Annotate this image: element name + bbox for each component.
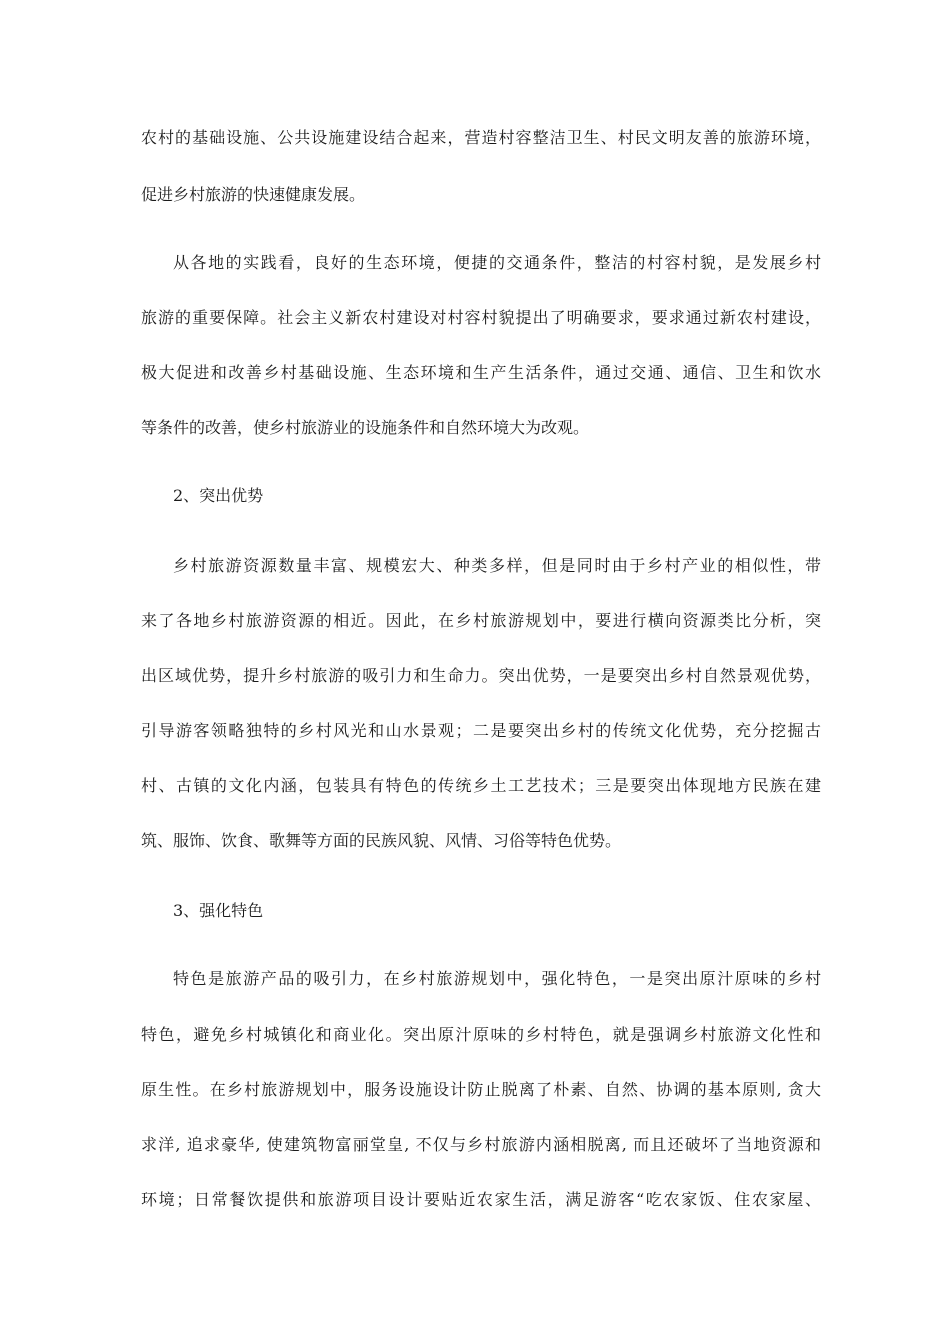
- paragraph-line: 旅游的重要保障。社会主义新农村建设对村容村貌提出了明确要求，要求通过新农村建设，: [141, 308, 821, 327]
- paragraph-line: 农村的基础设施、公共设施建设结合起来，营造村容整洁卫生、村民文明友善的旅游环境，: [141, 128, 821, 147]
- paragraph-line: 促进乡村旅游的快速健康发展。: [141, 185, 366, 204]
- paragraph-line: 来了各地乡村旅游资源的相近。因此，在乡村旅游规划中，要进行横向资源类比分析，突: [141, 611, 821, 630]
- paragraph-line: 出区域优势，提升乡村旅游的吸引力和生命力。突出优势，一是要突出乡村自然景观优势，: [141, 666, 821, 685]
- paragraph-line: 从各地的实践看，良好的生态环境，便捷的交通条件，整洁的村容村貌，是发展乡村: [173, 253, 821, 272]
- paragraph-line: 求洋, 追求豪华, 使建筑物富丽堂皇, 不仅与乡村旅游内涵相脱离, 而且还破坏了当地资源和: [141, 1135, 821, 1154]
- section-heading: 3、强化特色: [173, 901, 264, 920]
- paragraph-line: 村、古镇的文化内涵，包装具有特色的传统乡土工艺技术；三是要突出体现地方民族在建: [141, 776, 821, 795]
- paragraph-line: 特色是旅游产品的吸引力，在乡村旅游规划中，强化特色，一是突出原汁原味的乡村: [173, 969, 821, 988]
- paragraph-line: 极大促进和改善乡村基础设施、生态环境和生产生活条件，通过交通、通信、卫生和饮水: [141, 363, 821, 382]
- paragraph-line: 引导游客领略独特的乡村风光和山水景观；二是要突出乡村的传统文化优势，充分挖掘古: [141, 721, 821, 740]
- paragraph-line: 乡村旅游资源数量丰富、规模宏大、种类多样，但是同时由于乡村产业的相似性，带: [173, 556, 821, 575]
- section-heading: 2、突出优势: [173, 486, 264, 505]
- paragraph-line: 特色，避免乡村城镇化和商业化。突出原汁原味的乡村特色，就是强调乡村旅游文化性和: [141, 1025, 821, 1044]
- paragraph-line: 等条件的改善，使乡村旅游业的设施条件和自然环境大为改观。: [141, 418, 590, 437]
- paragraph-line: 筑、服饰、饮食、歌舞等方面的民族风貌、风情、习俗等特色优势。: [141, 831, 622, 850]
- paragraph-line: 原生性。在乡村旅游规划中，服务设施设计防止脱离了朴素、自然、协调的基本原则, 贪大: [141, 1080, 821, 1099]
- paragraph-line: 环境；日常餐饮提供和旅游项目设计要贴近农家生活，满足游客“吃农家饭、住农家屋、: [141, 1190, 821, 1209]
